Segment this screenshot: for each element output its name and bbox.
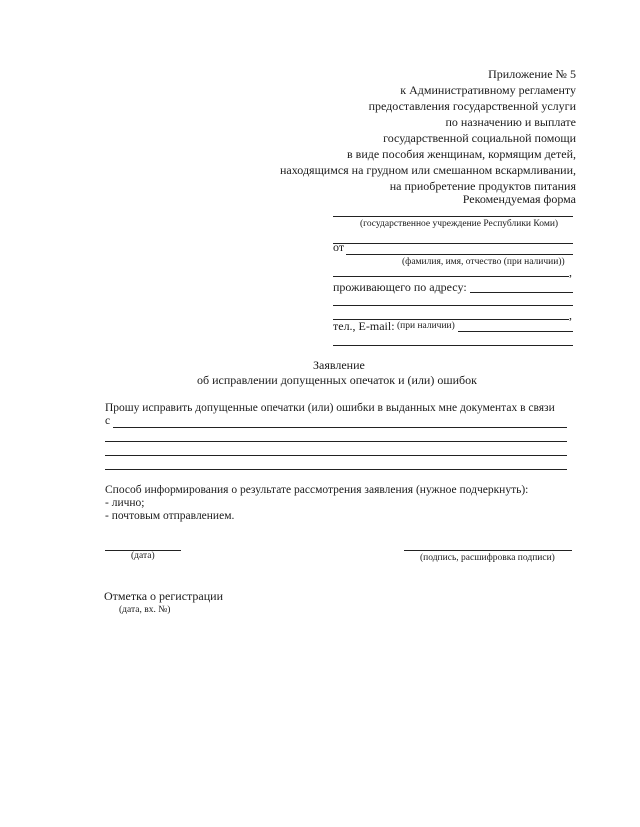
signature-caption: (подпись, расшифровка подписи) (420, 553, 555, 563)
request-text-continued: с (105, 415, 111, 427)
request-line-2 (105, 441, 567, 442)
address-comma: , (569, 308, 572, 322)
address-line-1 (470, 292, 573, 293)
appendix-line: к Административному регламенту (400, 83, 576, 97)
appendix-number: Приложение № 5 (488, 67, 576, 81)
registration-label: Отметка о регистрации (104, 589, 224, 603)
fio-caption: (фамилия, имя, отчество (при наличии)) (402, 257, 565, 267)
inform-option-mail: - почтовым отправлением. (105, 510, 235, 522)
appendix-line: по назначению и выплате (445, 115, 576, 129)
signature-line (404, 550, 572, 551)
appendix-line: предоставления государственной услуги (368, 99, 576, 113)
from-line (346, 254, 573, 255)
fio-comma: , (569, 265, 572, 279)
registration-caption: (дата, вх. №) (119, 605, 171, 615)
contacts-line-2 (333, 345, 573, 346)
from-label: от (333, 240, 345, 254)
address-label: проживающего по адресу: (333, 280, 467, 294)
request-line-1 (113, 427, 567, 428)
appendix-line: государственной социальной помощи (383, 131, 576, 145)
date-caption: (дата) (131, 551, 155, 561)
recommended-form-label: Рекомендуемая форма (462, 192, 576, 206)
contacts-label: тел., E-mail: (333, 319, 395, 333)
institution-caption: (государственное учреждение Республики Коми) (360, 219, 559, 229)
institution-line (333, 216, 573, 217)
appendix-line: в виде пособия женщинам, кормящим детей, (347, 147, 576, 161)
request-line-3 (105, 455, 567, 456)
contacts-note: (при наличии) (397, 321, 455, 331)
inform-method-label: Способ информирования о результате рассмотрения заявления (нужное подчеркнуть): (105, 484, 529, 496)
document-subtitle: об исправлении допущенных опечаток и (или) ошибок (197, 373, 477, 387)
institution-line-2 (333, 243, 573, 244)
address-line-2 (333, 305, 573, 306)
document-title: Заявление (313, 358, 365, 372)
contacts-line-1 (458, 331, 573, 332)
request-text: Прошу исправить допущенные опечатки (или) ошибки в выданных мне документах в связи (105, 402, 555, 414)
appendix-line: находящимся на грудном или смешанном вскармливании, (280, 163, 576, 177)
appendix-line: на приобретение продуктов питания (389, 179, 576, 193)
inform-option-personal: - лично; (105, 497, 145, 509)
fio-line-2 (333, 276, 569, 277)
request-line-4 (105, 469, 567, 470)
